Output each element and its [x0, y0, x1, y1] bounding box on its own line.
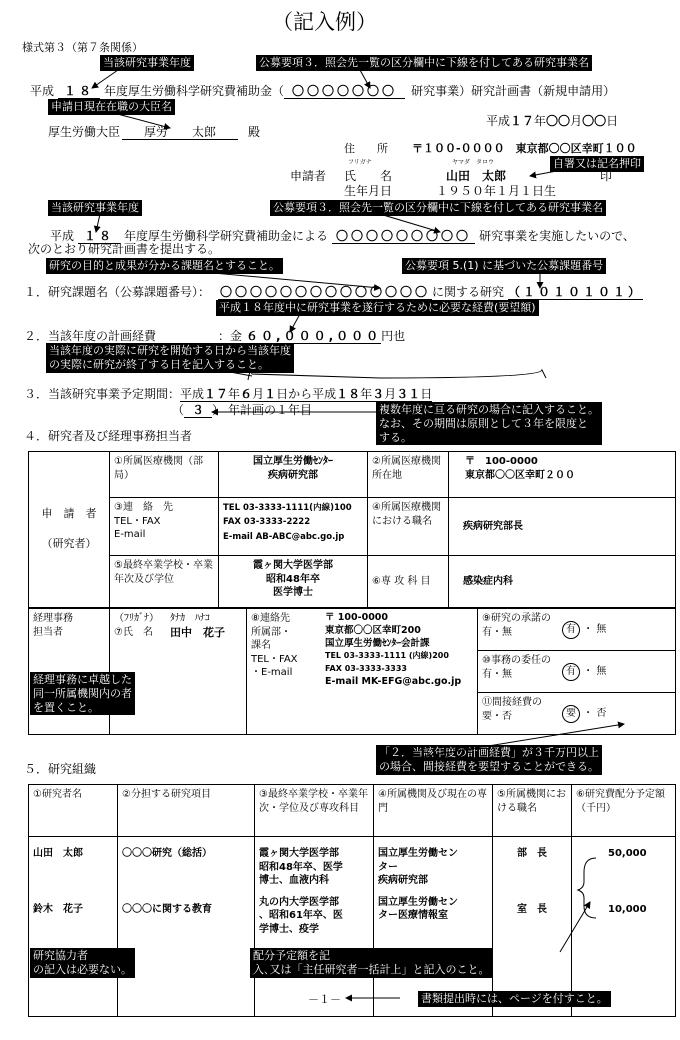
sec3-from [180, 387, 312, 402]
org-r1-amount: 50,000 [608, 848, 647, 859]
note-indirect [376, 745, 602, 775]
sec3-label: ３．当該研究事業予定期間： [24, 387, 181, 401]
c10-value: 有 ・ 無 [558, 651, 676, 693]
note-alloc-l1: 配分予定額を記 [253, 949, 330, 962]
note-underline: 公募要項３．照会先一覧の区分欄中に下線を付してある研究事業名 [256, 55, 592, 71]
minister-name: 厚労 太郎 [122, 125, 238, 140]
c10-yes: 有 [562, 663, 580, 681]
c2-value-l1: 〒 100-0000 [465, 456, 538, 467]
sec3-years-tail: 年計画の１年目 [228, 403, 313, 417]
c1-value-l1: 国立厚生労働ｾﾝﾀｰ [253, 456, 333, 467]
date-pre: 平成 [486, 114, 511, 128]
sec3-to-month-unit: 月 [384, 387, 397, 401]
sec3-to-suffix: 日 [420, 387, 433, 401]
sec3-to-pre: 平成 [312, 387, 337, 401]
minister-dono: 殿 [248, 125, 261, 139]
name-label: 氏 名 [344, 169, 393, 183]
note-page: 書類提出時には、ページを付すこと。 [418, 991, 611, 1007]
c6-value: 感染症内科 [449, 556, 676, 608]
header-tail: 研究事業）研究計画書（新規申請用） [411, 84, 616, 98]
c7-label: （ﾌﾘｶﾞﾅ） ⑦氏 名 [110, 609, 167, 735]
applicant-head-title: 申 請 者 [41, 507, 97, 521]
applicant-head-sub: （研究者） [41, 536, 97, 550]
org-h5: ⑤所属機関における職名 [493, 785, 572, 837]
org-col-name [29, 837, 118, 1017]
org-h6: ⑥研究費配分予定額（千円） [572, 785, 676, 837]
c5-value [219, 556, 368, 608]
c1-value [219, 452, 368, 498]
c5-year: 昭和48年卒 [266, 573, 320, 585]
clerk-head: 経理事務 担当者 [29, 609, 110, 735]
org-h1: ①研究者名 [29, 785, 118, 837]
note-year: 当該研究事業年度 [100, 55, 194, 71]
sec3-from-suffix: 日から [276, 387, 313, 401]
page-number: －１－ [308, 993, 341, 1006]
org-r2-post: 室 長 [517, 903, 547, 915]
c8-tel: TEL 03-3333-1111 (内線)200 [325, 651, 449, 661]
org-col-amount [572, 837, 676, 1017]
note-coop-l1: 研究協力者 [33, 949, 88, 962]
header-project: 〇〇〇〇〇〇〇 [284, 84, 405, 99]
c10-label: ⑩事務の委任の有・無 [478, 651, 559, 693]
sec2-amount: ６０,０００,０００ [246, 329, 382, 343]
c9-label: ⑨研究の承諾の有・無 [478, 609, 559, 651]
c8-value [321, 609, 478, 735]
sec3-from-year: １７ [204, 387, 229, 401]
sec5-label: ５．研究組織 [24, 762, 97, 776]
note-multi [376, 402, 602, 445]
note-seal: 自署又は記名押印 [550, 156, 644, 172]
org-r2-amount: 10,000 [608, 903, 647, 915]
note-clerk [30, 672, 135, 715]
note-clerk-l2: 同一所属機関内の者 [33, 686, 132, 700]
sec2-colon: ： [218, 329, 231, 343]
c7-value [166, 609, 247, 735]
note-indirect-l1: 「２．当該年度の計画経費」が３千万円以上 [379, 746, 599, 759]
sec1-suffix: に関する研究 [432, 285, 505, 299]
date-day-unit: 日 [606, 114, 619, 128]
date-year-unit: 年 [534, 114, 547, 128]
c9-yes: 有 [562, 621, 580, 639]
applicant-name: 山田 太郎 [446, 169, 507, 183]
birth-value: １９５０年１月１日生 [436, 184, 557, 198]
applicant-head [29, 452, 110, 608]
sec3-from-pre: 平成 [180, 387, 205, 401]
c3-label: ③連 絡 先 TEL・FAX E-mail [110, 498, 219, 556]
c3-fax: FAX 03-3333-2222 [223, 517, 311, 528]
org-table [28, 784, 676, 1017]
note-clerk-l3: を置くこと。 [33, 700, 99, 714]
statement-year: １８ [78, 229, 120, 244]
sec3-years-line [172, 404, 312, 418]
statement-tail: 研究事業を実施したいので、 [479, 229, 635, 243]
org-col-school [255, 837, 374, 1017]
header-year: １８ [58, 84, 100, 99]
minister-line [48, 126, 260, 140]
c11-label: ⑪間接経費の要・否 [478, 693, 559, 735]
c2-value-l2: 東京都〇〇区幸町２００ [465, 469, 575, 481]
form-ref: 様式第３（第７条関係） [22, 41, 143, 54]
c10-no: 無 [596, 665, 607, 677]
note-coop-l2: の記入は必要ない。 [33, 962, 132, 976]
name-kana: ヤマダ タロウ [452, 159, 495, 166]
header-mid: 年度厚生労働科学研究費補助金（ [104, 84, 285, 98]
note-clerk-l1: 経理事務に卓越した [33, 673, 132, 686]
c3-value [219, 498, 368, 556]
sec3-from-month-unit: 月 [252, 387, 265, 401]
note-period-l1: 当該年度の実際に研究を開始する日から当該年度 [49, 344, 291, 357]
statement-project: 〇〇〇〇〇〇〇〇〇 [332, 229, 475, 244]
c4-value: 疾病研究部長 [449, 498, 676, 556]
birth-label: 生年月日 [344, 184, 393, 198]
c6-label: ⑥専 攻 科 目 [368, 556, 449, 608]
c2-label: ②所属医療機関所在地 [368, 452, 449, 498]
address-value: 〒１００-００００ 東京都〇〇区幸町１００ [412, 142, 637, 155]
seal-mark: 印 [600, 169, 613, 183]
c1-label: ①所属医療機関（部局） [110, 452, 219, 498]
sec1-line [24, 286, 643, 300]
note-alloc [250, 948, 493, 978]
address-label: 住 所 [344, 142, 388, 155]
org-col-org [374, 837, 493, 1017]
sec3-line [24, 388, 432, 402]
note-multi-l2: なお、その期間は原則として３年を限度と [379, 416, 588, 430]
doc-title: （記入例） [272, 10, 377, 34]
minister-label: 厚生労働大臣 [48, 125, 121, 139]
note-minister: 申請日現在在職の大臣名 [48, 99, 175, 115]
arrow-period [230, 372, 252, 376]
c8-address: 東京都〇〇区幸町200 [325, 624, 421, 636]
note-code: 公募要項 5.(1) に基づいた公募課題番号 [402, 258, 606, 274]
c8-label: ⑧連絡先 所属部・ 課名 TEL・FAX ・E-mail [247, 609, 322, 735]
note-expense: 平成１８年度中に研究事業を遂行するために必要な経費(要望額) [216, 300, 539, 316]
date-day: 〇〇 [582, 114, 607, 128]
sec3-years-open: （ [172, 403, 185, 417]
org-r2-item: 〇〇〇に関する教育 [122, 903, 212, 915]
date-line [486, 115, 618, 129]
c8-zip: 〒 100-0000 [325, 612, 389, 623]
c2-value [449, 452, 676, 498]
note-multi-l1: 複数年度に亘る研究の場合に記入すること。 [379, 403, 599, 416]
sec2-unit: 円也 [381, 329, 406, 343]
sec3-from-year-unit: 年 [228, 387, 241, 401]
sec2-prefix: 金 [230, 329, 243, 343]
org-r1-post: 部 長 [517, 848, 547, 859]
note-period-l2: の実際に研究が終了する日を記入すること。 [49, 357, 269, 371]
header-line [30, 85, 615, 99]
c7-name: 田中 花子 [170, 625, 225, 639]
c5-label: ⑤最終卒業学校・卒業年次及び学位 [110, 556, 219, 608]
org-h4: ④所属機関及び現在の専門 [374, 785, 493, 837]
org-col-item [118, 837, 255, 1017]
sec2-line [24, 330, 405, 344]
header-heisei: 平成 [30, 84, 55, 98]
researcher-table [28, 451, 676, 608]
org-r2-name: 鈴木 花子 [33, 903, 83, 915]
c7-kana: ﾀﾅｶ ﾊﾅｺ [170, 613, 210, 624]
furigana-label: フリガナ [348, 159, 372, 166]
org-r1-school: 霞ヶ関大学医学部 昭和48年卒、医学 博士、血液内科 [259, 848, 343, 886]
date-year: １７ [510, 114, 535, 128]
org-r2-org: 国立厚生労働セン ター医療情報室 [378, 896, 458, 921]
sec3-from-day: １ [264, 387, 277, 401]
sec2-label: ２．当該年度の計画経費 [24, 329, 157, 343]
sec1-label: １．研究課題名（公募課題番号）： [24, 285, 211, 299]
sec4-label: ４．研究者及び経理事務担当者 [24, 429, 193, 443]
sec1-code: （１０１０１０１） [508, 285, 644, 299]
note-year2: 当該研究事業年度 [48, 200, 142, 216]
org-r2-school: 丸の内大学医学部 、昭和61年卒、医 学博士、疫学 [259, 896, 343, 935]
statement-mid: 年度厚生労働科学研究費補助金による [124, 229, 329, 243]
sec3-to-year-unit: 年 [360, 387, 373, 401]
sec3-to-month: ３ [372, 387, 385, 401]
c11-no: 否 [596, 707, 607, 719]
c5-degree: 医学博士 [273, 587, 313, 598]
statement-line2: 次のとおり研究計画書を提出する。 [28, 242, 221, 256]
c3-email: E-mail AB-ABC@abc.go.jp [223, 531, 345, 542]
note-purpose: 研究の目的と成果が分かる課題名とすること。 [46, 258, 283, 274]
note-indirect-l2: の場合、間接経費を要望することができる。 [379, 759, 599, 773]
note-period [46, 343, 294, 373]
note-coop [30, 948, 135, 978]
c11-yes: 要 [562, 705, 580, 723]
c4-label: ④所属医療機関における職名 [368, 498, 449, 556]
c3-tel: TEL 03-3333-1111(内線)100 [223, 503, 352, 513]
sec3-to-year: １８ [336, 387, 361, 401]
c5-school: 霞ヶ関大学医学部 [253, 560, 333, 571]
c9-value: 有 ・ 無 [558, 609, 676, 651]
note-alloc-l2: 入､又は「主任研究者一括計上」と記入のこと。 [253, 962, 490, 976]
sec3-to-day: ３１ [396, 387, 421, 401]
date-month-unit: 月 [570, 114, 583, 128]
sec3-years: ３ [184, 403, 212, 418]
org-r1-item: 〇〇〇研究（総括） [122, 848, 212, 859]
sec1-title: 〇〇〇〇〇〇〇〇〇〇〇〇〇〇 [220, 285, 431, 299]
sec3-to [312, 387, 432, 402]
applicant-label: 申請者 [290, 169, 327, 183]
note-multi-l3: する。 [379, 430, 412, 444]
c11-value: 要 ・ 否 [558, 693, 676, 735]
sec3-years-close: ） [212, 403, 225, 417]
org-col-post [493, 837, 572, 1017]
c8-fax: FAX 03-3333-3333 [325, 664, 407, 674]
statement-heisei: 平成 [50, 229, 75, 243]
note-underline2: 公募要項３．照会先一覧の区分欄中に下線を付してある研究事業名 [270, 200, 606, 216]
org-h3: ③最終卒業学校・卒業年次・学位及び専攻科目 [255, 785, 374, 837]
c8-email: E-mail MK-EFG@abc.go.jp [325, 676, 462, 688]
org-r1-org: 国立厚生労働セン ター 疾病研究部 [378, 848, 458, 886]
c8-dept: 国立厚生労働ｾﾝﾀｰ会計課 [325, 637, 430, 649]
org-r1-name: 山田 太郎 [33, 848, 83, 859]
sec3-from-month: ６ [240, 387, 253, 401]
org-h2: ②分担する研究項目 [118, 785, 255, 837]
c9-no: 無 [596, 623, 607, 635]
date-month: 〇〇 [546, 114, 571, 128]
c1-value-l2: 疾病研究部 [268, 469, 318, 481]
